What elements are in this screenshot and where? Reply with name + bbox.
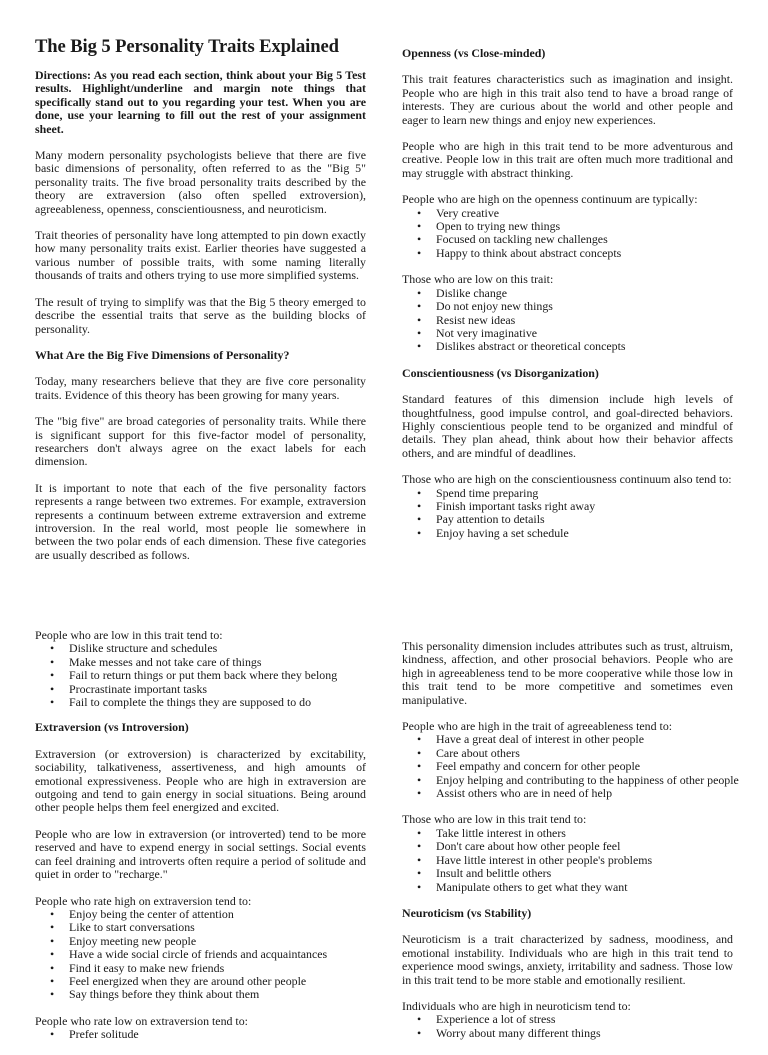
agreeableness-high-lead: People who are high in the trait of agreeableness tend to: xyxy=(402,719,673,734)
directions-paragraph: Directions: As you read each section, think about your Big 5 Test results. Highlight/underline and margin note things that specifically stand out to you regarding your test. When you are done, use your learning to fill out the rest of your assignment sheet. xyxy=(35,68,366,136)
openness-high-lead: People who are high on the openness continuum are typically: xyxy=(402,192,698,207)
agreeableness-low-lead: Those who are low in this trait tend to: xyxy=(402,812,587,827)
conscientiousness-low-lead: People who are low in this trait tend to: xyxy=(35,628,223,642)
list-item: • Resist new ideas xyxy=(436,314,733,327)
conscientiousness-high-list xyxy=(402,487,733,541)
list-item: • Don't care about how other people feel xyxy=(436,840,733,853)
list-item: • Enjoy helping and contributing to the happiness of other people xyxy=(436,774,733,787)
list-item: • Very creative xyxy=(436,207,733,220)
list-item: • Feel energized when they are around other people xyxy=(69,975,366,988)
agreeableness-high-list xyxy=(402,732,739,801)
neuroticism-high-lead: Individuals who are high in neuroticism tend to: xyxy=(402,998,631,1013)
neuroticism-heading: Neuroticism (vs Stability) xyxy=(402,905,532,920)
list-item: • Prefer solitude xyxy=(69,1028,366,1041)
intro-paragraph: Trait theories of personality have long attempted to pin down exactly how many personality traits exist. Earlier theories have suggested a various number of possible traits, with some naming literally thousands of traits and others trying to use more simplified systems. xyxy=(35,228,366,283)
extraversion-high-list xyxy=(35,908,366,1002)
dimensions-paragraph: The "big five" are broad categories of personality traits. While there is significant support for this five-factor model of personality, researchers don't always agree on the exact labels for each dimension. xyxy=(35,414,366,469)
list-item: • Procrastinate important tasks xyxy=(69,683,366,696)
list-item: • Experience a lot of stress xyxy=(436,1013,733,1026)
list-item: • Feel empathy and concern for other people xyxy=(436,760,733,773)
page1-right-column xyxy=(402,47,733,553)
list-item: • Not very imaginative xyxy=(436,327,733,340)
list-item: • Like to start conversations xyxy=(69,921,366,934)
list-item: • Take little interest in others xyxy=(436,827,733,840)
openness-low-lead: Those who are low on this trait: xyxy=(402,272,554,287)
neuroticism-paragraph: Neuroticism is a trait characterized by sadness, moodiness, and emotional instability. Individuals who are high in this trait tend to experience mood swings, anxiety, irritability and sadness. Those low in this trait tend to be more stable and emotionally resilient. xyxy=(402,932,733,987)
list-item: • Enjoy meeting new people xyxy=(69,935,366,948)
conscientiousness-high-lead: Those who are high on the conscientiousness continuum also tend to: xyxy=(402,472,732,487)
list-item: • Worry about many different things xyxy=(436,1027,733,1040)
list-item: • Pay attention to details xyxy=(436,513,733,526)
page-separator xyxy=(0,594,768,618)
list-item: • Care about others xyxy=(436,747,733,760)
list-item: • Focused on tackling new challenges xyxy=(436,233,733,246)
page2-left-column xyxy=(35,629,366,1055)
agreeableness-paragraph: This personality dimension includes attributes such as trust, altruism, kindness, affection, and other prosocial behaviors. People who are high in agreeableness tend to be more cooperative while those low in this trait tend to be more competitive and sometimes even manipulative. xyxy=(402,639,733,707)
document-page-2 xyxy=(0,618,768,1042)
dimensions-heading: What Are the Big Five Dimensions of Personality? xyxy=(35,347,290,362)
extraversion-paragraph: People who are low in extraversion (or introverted) tend to be more reserved and have to expend energy in social settings. Social events can feel draining and introverts often require a period of solitude and quiet in order to "recharge." xyxy=(35,826,366,882)
extraversion-low-list xyxy=(35,1028,366,1041)
list-item: • Happy to think about abstract concepts xyxy=(436,247,733,260)
conscientiousness-heading: Conscientiousness (vs Disorganization) xyxy=(402,365,599,380)
list-item: • Enjoy being the center of attention xyxy=(69,908,366,921)
extraversion-high-lead: People who rate high on extraversion tend to: xyxy=(35,893,252,908)
list-item: • Dislikes abstract or theoretical concepts xyxy=(436,340,733,353)
openness-high-list xyxy=(402,207,733,261)
list-item: • Enjoy having a set schedule xyxy=(436,527,733,540)
openness-heading: Openness (vs Close-minded) xyxy=(402,46,546,60)
list-item: • Say things before they think about them xyxy=(69,988,366,1001)
list-item: • Dislike change xyxy=(436,287,733,300)
list-item: • Do not enjoy new things xyxy=(436,300,733,313)
list-item: • Open to trying new things xyxy=(436,220,733,233)
intro-paragraph: Many modern personality psychologists believe that there are five basic dimensions of personality, often referred to as the "Big 5" personality traits. The five broad personality traits described by the theory are extraversion (also often spelled extroversion), agreeableness, openness, conscientiousness, and neuroticism. xyxy=(35,148,366,216)
neuroticism-high-list xyxy=(402,1013,733,1040)
extraversion-paragraph: Extraversion (or extroversion) is characterized by excitability, sociability, talkativeness, assertiveness, and high amounts of emotional expressiveness. People who are high in extraversion are outgoing and tend to gain energy in social situations. Being around other people helps them feel energized and excited. xyxy=(35,746,366,815)
list-item: • Make messes and not take care of things xyxy=(69,656,366,669)
conscientiousness-paragraph: Standard features of this dimension include high levels of thoughtfulness, good impulse control, and goal-directed behaviors. Highly conscientious people tend to be organized and mindful of details. They plan ahead, think about how their behavior affects others, and are mindful of deadlines. xyxy=(402,392,733,460)
list-item: • Finish important tasks right away xyxy=(436,500,733,513)
list-item: • Assist others who are in need of help xyxy=(436,787,733,800)
list-item: • Have a wide social circle of friends and acquaintances xyxy=(69,948,366,961)
dimensions-paragraph: It is important to note that each of the five personality factors represents a range between two extremes. For example, extraversion represents a continuum between extreme extraversion and extreme introversion. In the real world, most people lie somewhere in between the two polar ends of each dimension. These five categories are usually described as follows. xyxy=(35,480,366,562)
list-item: • Dislike structure and schedules xyxy=(69,642,366,655)
extraversion-low-lead: People who rate low on extraversion tend to: xyxy=(35,1013,248,1028)
page2-right-column xyxy=(402,639,739,1053)
list-item: • Fail to complete the things they are supposed to do xyxy=(69,696,366,709)
openness-paragraph: This trait features characteristics such as imagination and insight. People who are high in this trait also tend to have a broad range of interests. They are curious about the world and other people and eager to learn new things and enjoy new experiences. xyxy=(402,72,733,127)
document-title: The Big 5 Personality Traits Explained xyxy=(35,36,339,57)
list-item: • Spend time preparing xyxy=(436,487,733,500)
list-item: • Have a great deal of interest in other people xyxy=(436,733,733,746)
conscientiousness-low-list xyxy=(35,642,366,709)
agreeableness-low-list xyxy=(402,827,733,894)
list-item: • Find it easy to make new friends xyxy=(69,962,366,975)
extraversion-heading: Extraversion (vs Introversion) xyxy=(35,720,189,735)
dimensions-paragraph: Today, many researchers believe that they are five core personality traits. Evidence of this theory has been growing for many years. xyxy=(35,374,366,402)
list-item: • Fail to return things or put them back where they belong xyxy=(69,669,366,682)
list-item: • Have little interest in other people's problems xyxy=(436,854,733,867)
openness-low-list xyxy=(402,287,733,354)
list-item: • Manipulate others to get what they want xyxy=(436,881,733,894)
list-item: • Insult and belittle others xyxy=(436,867,733,880)
page1-left-column xyxy=(35,36,366,575)
openness-paragraph: People who are high in this trait tend to be more adventurous and creative. People low in this trait are often much more traditional and may struggle with abstract thinking. xyxy=(402,139,733,180)
intro-paragraph: The result of trying to simplify was that the Big 5 theory emerged to describe the essential traits that serve as the building blocks of personality. xyxy=(35,294,366,336)
